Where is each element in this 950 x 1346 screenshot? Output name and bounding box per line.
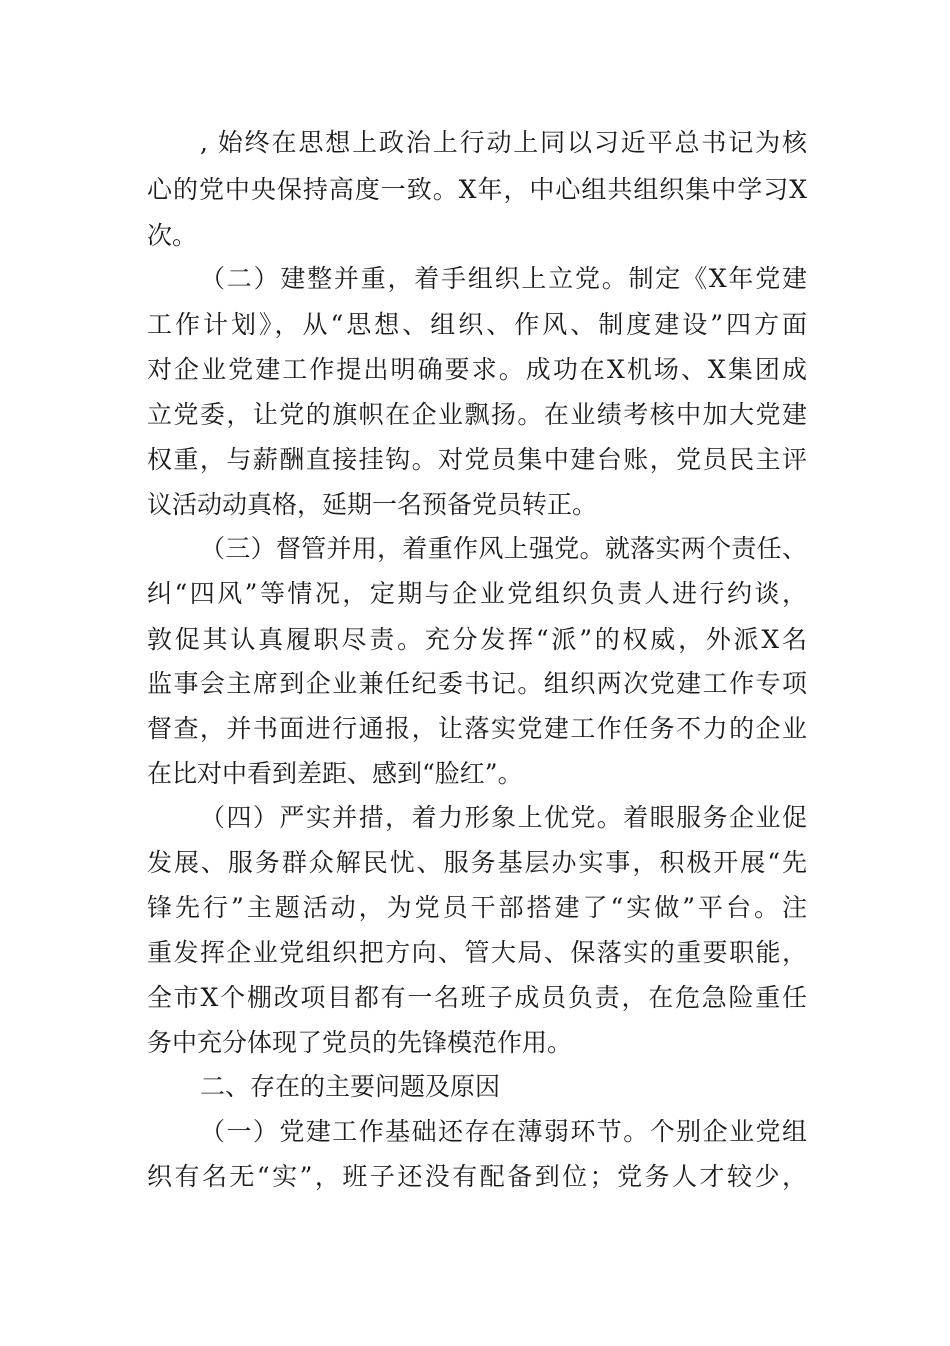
text-line: 纠“四风”等情况，定期与企业党组织负责人进行约谈，: [147, 579, 807, 608]
text-line: 督查，并书面进行通报，让落实党建工作任务不力的企业: [147, 714, 807, 743]
text-line: 敦促其认真履职尽责。充分发挥“派”的权威，外派X名: [147, 625, 807, 654]
text-line: 工作计划》，从“思想、组织、作风、制度建设”四方面: [147, 310, 807, 339]
text-line: 对企业党建工作提出明确要求。成功在X机场、X集团成: [147, 355, 807, 384]
paragraph-start-line: （三）督管并用，着重作风上强党。就落实两个责任、: [200, 534, 807, 563]
text-line: 全市X个棚改项目都有一名班子成员负责，在危急险重任: [147, 983, 807, 1012]
text-line: 心的党中央保持高度一致。X年，中心组共组织集中学习X: [147, 175, 807, 204]
paragraph-start-line: （一）党建工作基础还存在薄弱环节。个别企业党组: [200, 1117, 807, 1146]
section-heading: 二、存在的主要问题及原因: [200, 1072, 501, 1101]
paragraph-start-line: （二）建整并重，着手组织上立党。制定《X年党建: [200, 264, 807, 293]
text-line: 重发挥企业党组织把方向、管大局、保落实的重要职能，: [147, 938, 807, 967]
text-line: 监事会主席到企业兼任纪委书记。组织两次党建工作专项: [147, 669, 807, 698]
text-line: 务中充分体现了党员的先锋模范作用。: [147, 1028, 573, 1057]
text-line: 次。: [147, 221, 198, 250]
text-line: 议活动动真格，延期一名预备党员转正。: [147, 490, 598, 519]
text-line: 立党委，让党的旗帜在企业飘扬。在业绩考核中加大党建: [147, 400, 807, 429]
text-line: 织有名无“实”，班子还没有配备到位；党务人才较少，: [147, 1162, 807, 1191]
text-line: 权重，与薪酬直接挂钩。对党员集中建台账，党员民主评: [147, 445, 807, 474]
paragraph-start-line: （四）严实并措，着力形象上优党。着眼服务企业促: [200, 803, 807, 832]
text-line: , 始终在思想上政治上行动上同以习近平总书记为核: [200, 128, 807, 157]
text-line: 发展、服务群众解民忧、服务基层办实事，积极开展“先: [147, 848, 807, 877]
text-line: 在比对中看到差距、感到“脸红”。: [147, 759, 523, 788]
text-line: 锋先行”主题活动，为党员干部搭建了“实做”平台。注: [147, 893, 807, 922]
